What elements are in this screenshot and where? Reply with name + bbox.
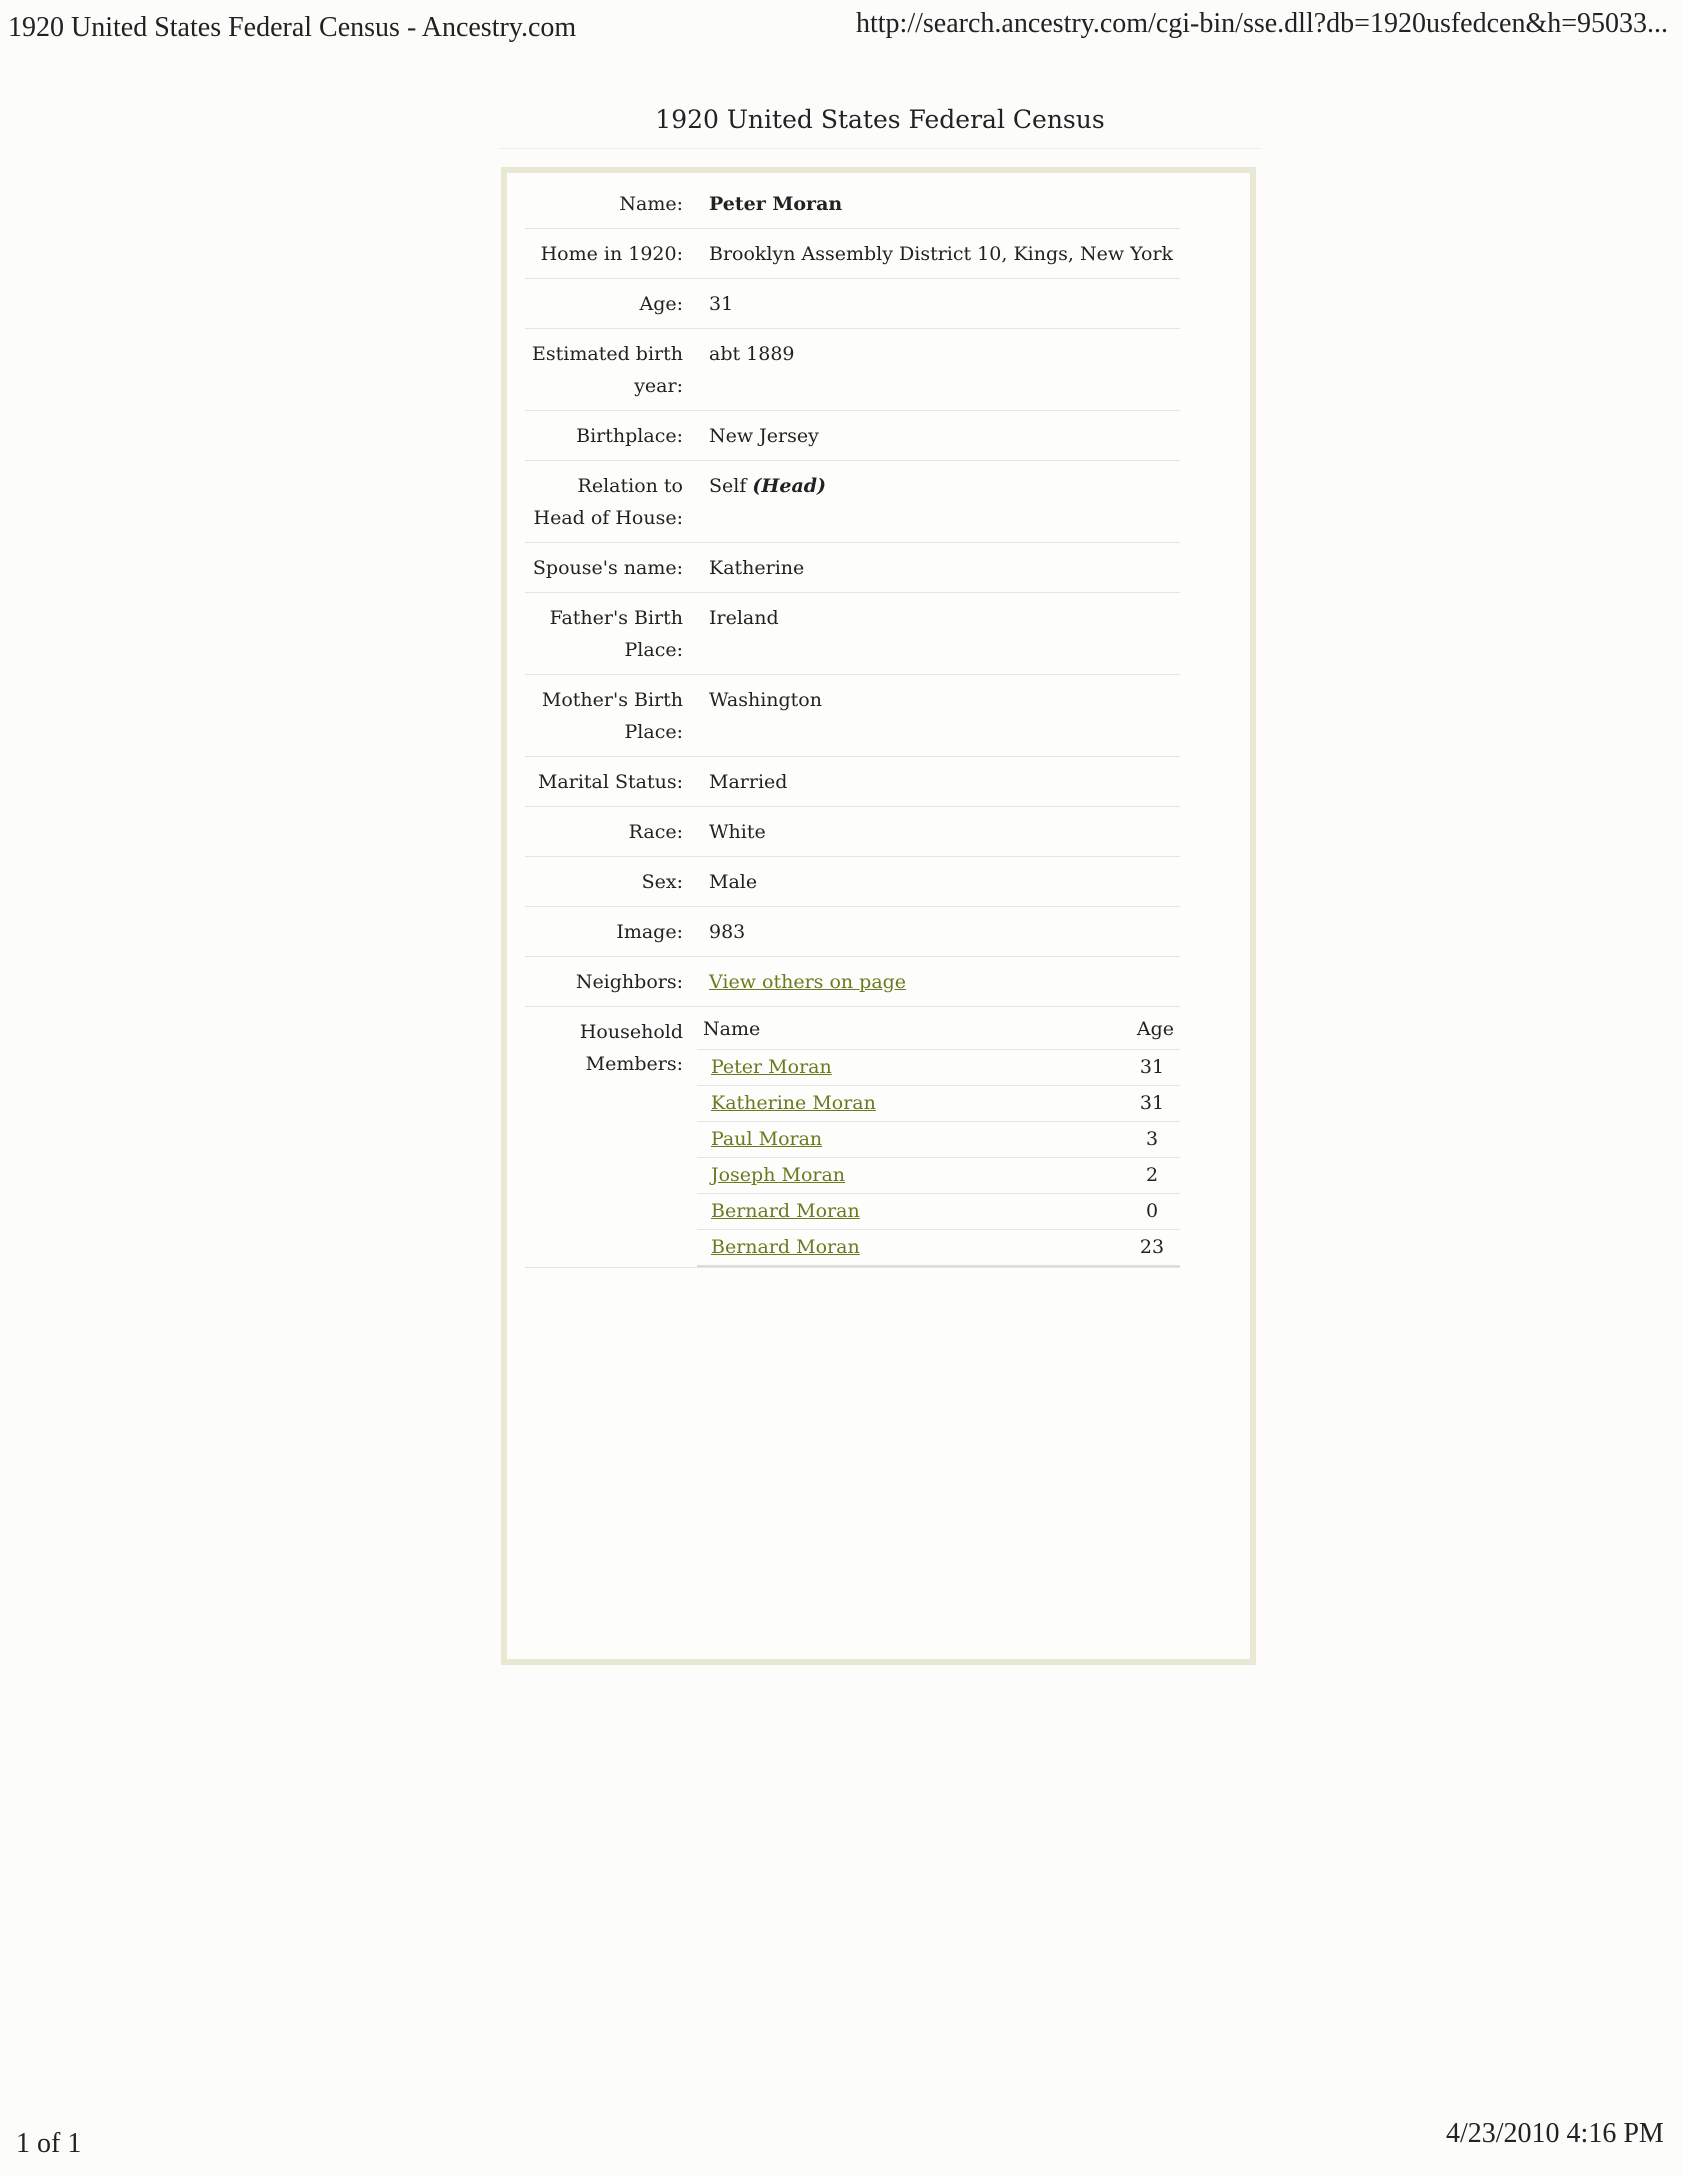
- print-footer-datetime: 4/23/2010 4:16 PM: [1446, 2118, 1664, 2149]
- view-others-link[interactable]: View others on page: [709, 971, 907, 993]
- relation-note: (Head): [752, 475, 827, 497]
- household-member-row: [697, 1122, 1180, 1158]
- print-header-url: http://search.ancestry.com/cgi-bin/sse.dll?db=1920usfedcen&h=95033...: [856, 8, 1669, 39]
- household-member-age: 2: [1145, 1164, 1159, 1186]
- name-value: Peter Moran: [709, 193, 843, 215]
- mother-birthplace-label: Mother's Birth Place:: [541, 689, 683, 743]
- spouse-label: Spouse's name:: [532, 557, 683, 579]
- row-race: [525, 807, 1180, 857]
- mother-birthplace-value: Washington: [709, 689, 822, 711]
- birthplace-label: Birthplace:: [576, 425, 683, 447]
- row-neighbors: [525, 957, 1180, 1007]
- sex-value: Male: [709, 871, 758, 893]
- household-member-row: [697, 1158, 1180, 1194]
- spouse-value: Katherine: [709, 557, 805, 579]
- home-label: Home in 1920:: [540, 243, 683, 265]
- household-label: Household Members:: [579, 1021, 683, 1075]
- birthplace-value: New Jersey: [709, 425, 819, 447]
- relation-label: Relation to Head of House:: [533, 475, 683, 529]
- household-member-age: 31: [1139, 1056, 1165, 1078]
- row-household: [525, 1007, 1180, 1268]
- marital-status-value: Married: [709, 771, 788, 793]
- father-birthplace-label: Father's Birth Place:: [549, 607, 683, 661]
- row-home: [525, 229, 1180, 279]
- household-member-age: 0: [1145, 1200, 1159, 1222]
- image-label: Image:: [616, 921, 683, 943]
- marital-status-label: Marital Status:: [537, 771, 683, 793]
- row-birth-year: [525, 329, 1180, 411]
- household-member-link[interactable]: Peter Moran: [711, 1056, 832, 1078]
- record-heading: 1920 United States Federal Census: [500, 105, 1260, 149]
- row-image: [525, 907, 1180, 957]
- sex-label: Sex:: [641, 871, 683, 893]
- household-member-link[interactable]: Bernard Moran: [711, 1236, 860, 1258]
- household-member-row: [697, 1194, 1180, 1230]
- home-value: Brooklyn Assembly District 10, Kings, New York: [709, 243, 1174, 265]
- row-relation: [525, 461, 1180, 543]
- name-label: Name:: [619, 193, 683, 215]
- relation-value-cell: [697, 461, 1180, 542]
- household-member-age: 3: [1145, 1128, 1159, 1150]
- race-value: White: [709, 821, 766, 843]
- row-age: [525, 279, 1180, 329]
- row-father-birthplace: [525, 593, 1180, 675]
- birth-year-label: Estimated birth year:: [532, 343, 683, 397]
- age-label: Age:: [639, 293, 683, 315]
- row-birthplace: [525, 411, 1180, 461]
- father-birthplace-value: Ireland: [709, 607, 779, 629]
- neighbors-label: Neighbors:: [575, 971, 683, 993]
- household-member-row: [697, 1050, 1180, 1086]
- row-name: [525, 179, 1180, 229]
- age-value: 31: [709, 293, 734, 315]
- household-member-link[interactable]: Paul Moran: [711, 1128, 823, 1150]
- household-member-link[interactable]: Joseph Moran: [711, 1164, 846, 1186]
- relation-value: Self: [709, 475, 747, 497]
- row-spouse: [525, 543, 1180, 593]
- household-member-row: [697, 1086, 1180, 1122]
- record-panel: [501, 167, 1256, 1665]
- row-sex: [525, 857, 1180, 907]
- row-marital-status: [525, 757, 1180, 807]
- household-col-name: Name: [703, 1018, 761, 1040]
- household-header: [697, 1015, 1180, 1050]
- birth-year-value: abt 1889: [709, 343, 795, 365]
- household-members-table: [697, 1007, 1180, 1267]
- record-table: [525, 179, 1180, 1268]
- household-member-link[interactable]: Katherine Moran: [711, 1092, 876, 1114]
- row-mother-birthplace: [525, 675, 1180, 757]
- print-footer-page: 1 of 1: [16, 2128, 82, 2159]
- print-header-title: 1920 United States Federal Census - Ancestry.com: [8, 12, 577, 43]
- household-member-age: 31: [1139, 1092, 1165, 1114]
- image-value: 983: [709, 921, 746, 943]
- race-label: Race:: [628, 821, 683, 843]
- household-member-row: [697, 1230, 1180, 1267]
- household-col-age: Age: [1136, 1018, 1174, 1040]
- household-member-link[interactable]: Bernard Moran: [711, 1200, 860, 1222]
- neighbors-value: [697, 957, 1180, 1006]
- household-member-age: 23: [1139, 1236, 1165, 1258]
